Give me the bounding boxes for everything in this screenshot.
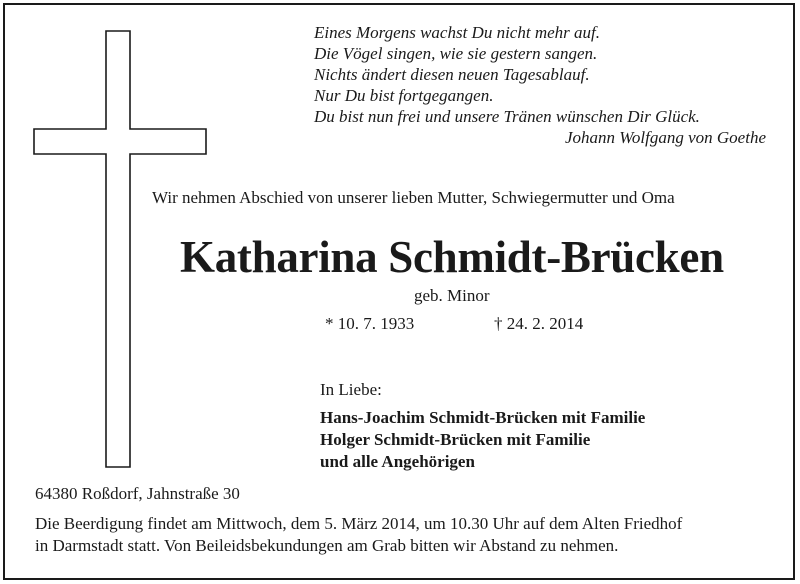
poem-author: Johann Wolfgang von Goethe [565, 128, 766, 147]
intro-text: Wir nehmen Abschied von unserer lieben Mutter, Schwiegermutter und Oma [152, 188, 675, 207]
mourners-heading: In Liebe: [320, 380, 382, 399]
funeral-info [35, 513, 775, 557]
mourner-entry: Holger Schmidt-Brücken mit Familie [320, 430, 591, 449]
poem-line: Du bist nun frei und unsere Tränen wünschen Dir Glück. [314, 107, 700, 126]
family-address: 64380 Roßdorf, Jahnstraße 30 [35, 484, 240, 503]
poem-line: Die Vögel singen, wie sie gestern sangen. [314, 44, 598, 63]
deceased-name: Katharina Schmidt-Brücken [180, 232, 724, 282]
poem-line: Nur Du bist fortgegangen. [314, 86, 494, 105]
funeral-line: in Darmstadt statt. Von Beileidsbekundungen am Grab bitten wir Abstand zu nehmen. [35, 536, 619, 555]
funeral-line: Die Beerdigung findet am Mittwoch, dem 5. März 2014, um 10.30 Uhr auf dem Alten Friedhof [35, 514, 683, 533]
poem-line: Nichts ändert diesen neuen Tagesablauf. [314, 65, 590, 84]
death-date: † 24. 2. 2014 [494, 314, 584, 333]
poem-line: Eines Morgens wachst Du nicht mehr auf. [314, 23, 600, 42]
birth-name: geb. Minor [414, 286, 490, 305]
birth-date: * 10. 7. 1933 [325, 314, 415, 333]
mourner-entry: Hans-Joachim Schmidt-Brücken mit Familie [320, 408, 646, 427]
mourner-entry: und alle Angehörigen [320, 452, 475, 471]
poem-quote [314, 22, 766, 148]
mourners-list [320, 407, 645, 473]
